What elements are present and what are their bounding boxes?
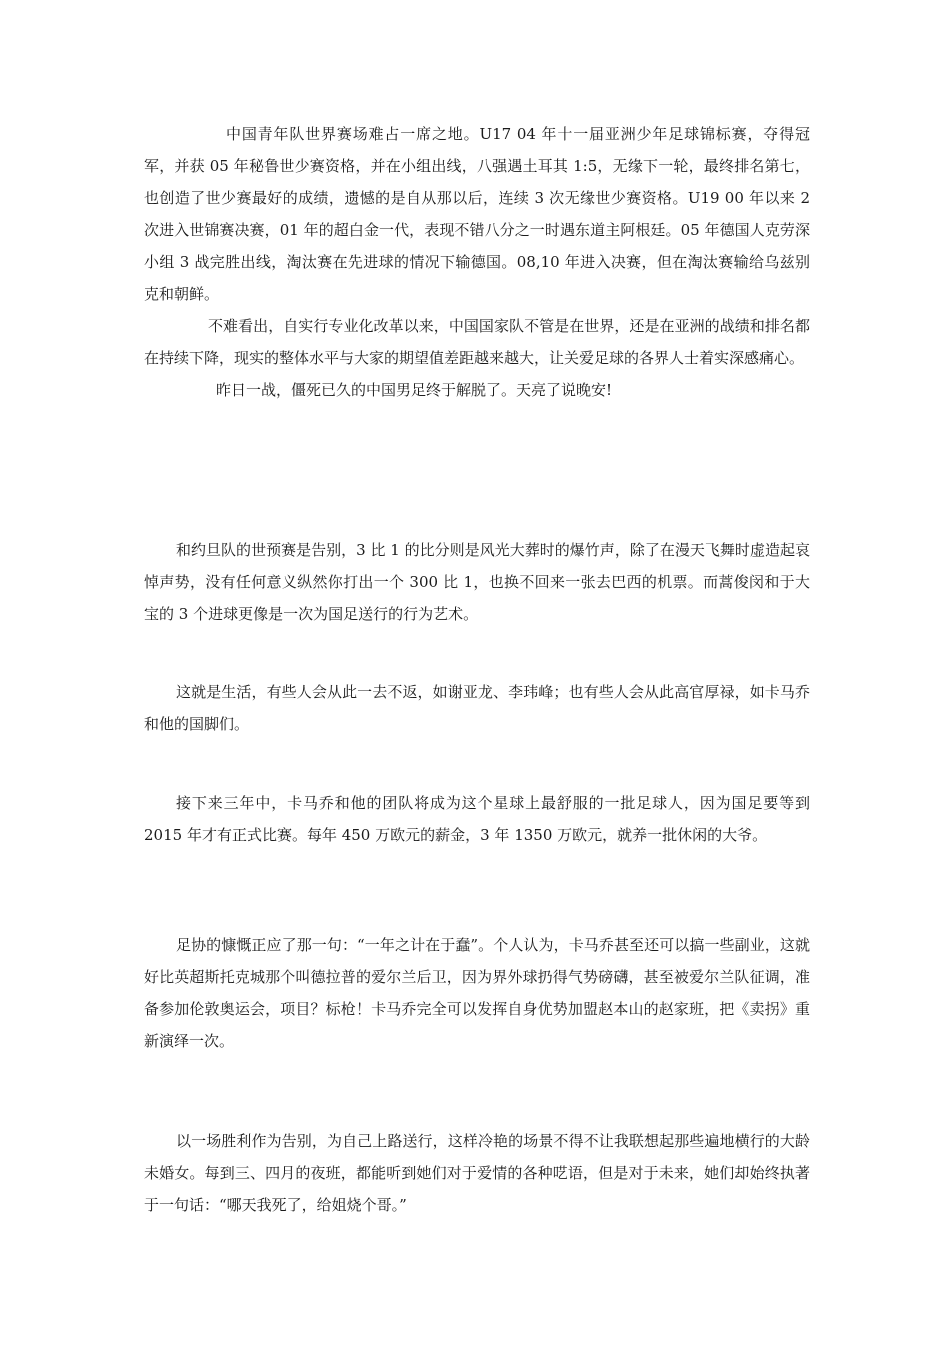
paragraph-football-association: 足协的慷慨正应了那一句：“一年之计在于蠢”。个人认为，卡马乔甚至还可以搞一些副业，这就好比英超斯托克城那个叫德拉普的爱尔兰后卫，因为界外球扔得气势磅礴，甚至被爱尔兰队征调，准备参加伦敦奥运会，项目？标枪！卡马乔完全可以发挥自身优势加盟赵本山的赵家班，把《卖拐》重新演绎一次。: [144, 936, 810, 1050]
text-section-5: [144, 929, 810, 1057]
paragraph-jordan-farewell: 和约旦队的世预赛是告别，3 比 1 的比分则是风光大葬时的爆竹声，除了在漫天飞舞时虚造起哀悼声势，没有任何意义纵然你打出一个 300 比 1，也换不回来一张去巴西的机票。而蒿俊闵和于大宝的 3 个进球更像是一次为国足送行的行为艺术。: [144, 541, 810, 623]
text-section-1: [144, 118, 810, 406]
paragraph-youth-teams: 中国青年队世界赛场难占一席之地。U17 04 年十一届亚洲少年足球锦标赛，夺得冠军，并获 05 年秘鲁世少赛资格，并在小组出线，八强遇土耳其 1:5，无缘下一轮，最终排名第七，也创造了世少赛最好的成绩，遗憾的是自从那以后，连续 3 次无缘世少赛资格。U19 00 年以来 2 次进入世锦赛决赛，01 年的超白金一代，表现不错八分之一时遇东道主阿根廷。05 年德国人克劳深小组 3 战完胜出线，淘汰赛在先进球的情况下输德国。08,10 年进入决赛，但在淘汰赛输给乌兹别克和朝鲜。: [144, 125, 810, 303]
paragraph-this-is-life: 这就是生活，有些人会从此一去不返，如谢亚龙、李玮峰；也有些人会从此高官厚禄，如卡马乔和他的国脚们。: [144, 683, 810, 733]
text-section-4: [144, 787, 810, 851]
paragraph-next-three-years: 接下来三年中，卡马乔和他的团队将成为这个星球上最舒服的一批足球人，因为国足要等到 2015 年才有正式比赛。每年 450 万欧元的薪金，3 年 1350 万欧元，就养一批休闲的大爷。: [144, 794, 810, 844]
paragraph-national-team-decline: 不难看出，自实行专业化改革以来，中国国家队不管是在世界，还是在亚洲的战绩和排名都在持续下降，现实的整体水平与大家的期望值差距越来越大，让关爱足球的各界人士着实深感痛心。: [144, 317, 810, 367]
paragraph-yesterday-match: 昨日一战，僵死已久的中国男足终于解脱了。天亮了说晚安!: [216, 381, 613, 399]
text-section-6: [144, 1125, 810, 1221]
text-section-2: [144, 534, 810, 630]
paragraph-farewell-victory: 以一场胜利作为告别，为自己上路送行，这样冷艳的场景不得不让我联想起那些遍地横行的大龄未婚女。每到三、四月的夜班，都能听到她们对于爱情的各种呓语，但是对于未来，她们却始终执著于一句话：“哪天我死了，给姐烧个哥。”: [144, 1132, 810, 1214]
text-section-3: [144, 676, 810, 740]
